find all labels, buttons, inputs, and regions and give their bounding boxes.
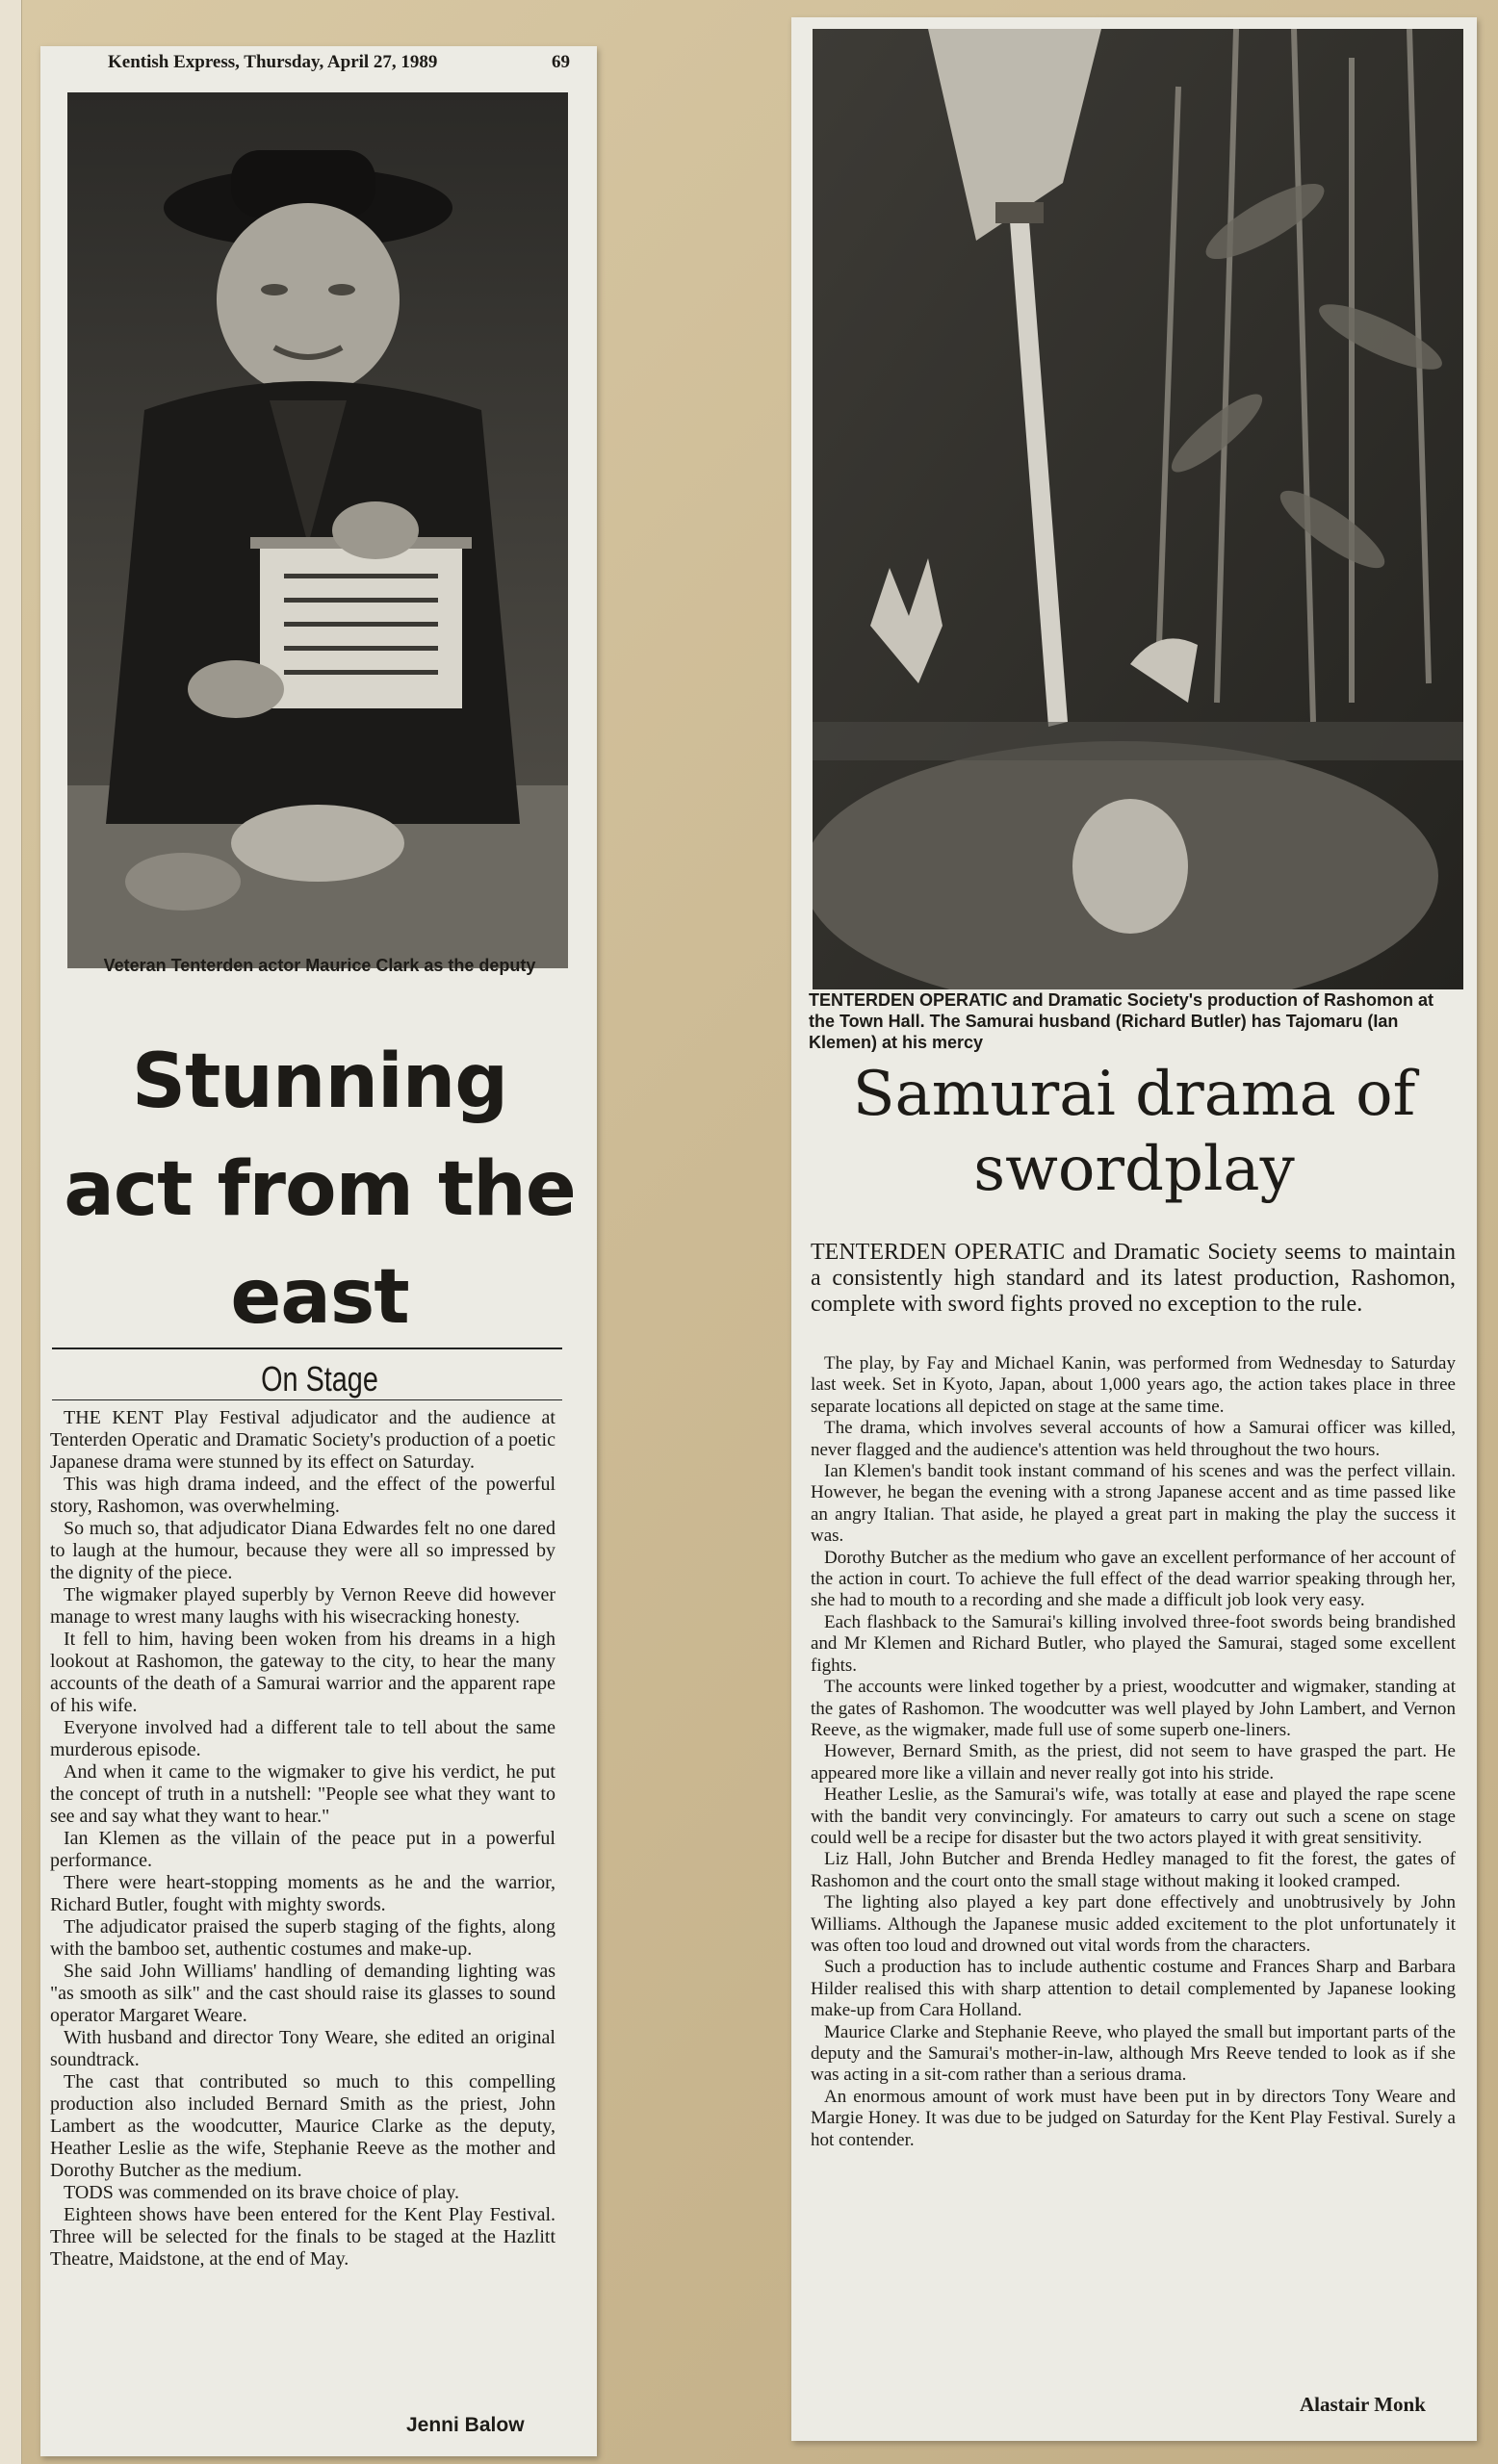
right-newspaper-clipping — [791, 17, 1477, 2441]
divider — [52, 1399, 562, 1400]
lead-paragraph: TENTERDEN OPERATIC and Dramatic Society seems to maintain a consistently high standard and its latest production, Rashomon, complete with sword fights proved no exception to the rule. — [811, 1240, 1456, 1317]
paragraph: Liz Hall, John Butcher and Brenda Hedley managed to fit the forest, the gates of Rashomon and the court onto the small stage without making it looked cramped. — [811, 1849, 1456, 1891]
paragraph: Maurice Clarke and Stephanie Reeve, who played the small but important parts of the deputy and the Samurai's mother-in-law, although Mrs Reeve tended to look as if she was acting in a sit-com rather than a serious drama. — [811, 2021, 1456, 2086]
headline: Samurai drama of swordplay — [852, 1059, 1416, 1205]
paragraph: She said John Williams' handling of demanding lighting was "as smooth as silk" and the cast should raise its glasses to sound operator Margaret Weare. — [50, 1961, 555, 2026]
stage-photo — [813, 29, 1463, 989]
paragraph: TODS was commended on its brave choice of play. — [64, 2182, 460, 2203]
paragraph: Heather Leslie, as the Samurai's wife, was totally at ease and played the rape scene with the bandit very convincingly. For amateurs to carry out such a scene on stage could well be a recipe for disaster but the two actors played it with great sensitivity. — [811, 1784, 1456, 1848]
paragraph: There were heart-stopping moments as he and the warrior, Richard Butler, fought with mighty swords. — [50, 1872, 555, 1915]
paragraph: The drama, which involves several accounts of how a Samurai officer was killed, never flagged and the audience's attention was held throughout the two hours. — [811, 1418, 1456, 1460]
paragraph: The lighting also played a key part done effectively and unobtrusively by John Williams. Although the Japanese music added excitement to the plot unfortunately it was often too loud and drowned out vital words from the characters. — [811, 1892, 1456, 1956]
section-kicker: On Stage — [261, 1359, 378, 1399]
paragraph: The wigmaker played superbly by Vernon Reeve did however manage to wrest many laughs with his wisecracking honesty. — [50, 1584, 555, 1628]
paragraph: With husband and director Tony Weare, she edited an original soundtrack. — [50, 2027, 555, 2070]
paragraph: The accounts were linked together by a priest, woodcutter and wigmaker, standing at the gates of Rashomon. The woodcutter was well played by John Lambert, and Vernon Reeve, as the wigmaker, made full use of some superb one-liners. — [811, 1677, 1456, 1740]
paragraph: THE KENT Play Festival adjudicator and the audience at Tenterden Operatic and Dramatic Society's production of a poetic Japanese drama were stunned by its effect on Saturday. — [50, 1407, 555, 1473]
actor-photo — [67, 92, 568, 968]
left-newspaper-clipping — [40, 46, 597, 2456]
paragraph: An enormous amount of work must have been put in by directors Tony Weare and Margie Honey. It was due to be judged on Saturday for the Kent Play Festival. Surely a hot contender. — [811, 2086, 1456, 2150]
paragraph: And when it came to the wigmaker to give his verdict, he put the concept of truth in a nutshell: "People see what they want to see and say what they want to hear." — [50, 1761, 555, 1827]
article-body — [811, 1353, 1456, 2151]
paragraph: Ian Klemen's bandit took instant command of his scenes and was the perfect villain. However, he began the evening with a strong Japanese accent and as time passed like an angry Italian. That aside, he played a great part in making the play the success it was. — [811, 1461, 1456, 1547]
page-edge — [0, 0, 22, 2464]
paragraph: Eighteen shows have been entered for the Kent Play Festival. Three will be selected for the finals to be staged at the Hazlitt Theatre, Maidstone, at the end of May. — [50, 2204, 555, 2270]
paragraph: Ian Klemen as the villain of the peace put in a powerful performance. — [50, 1828, 555, 1871]
paragraph: The cast that contributed so much to this compelling production also included Bernard Smith as the priest, John Lambert as the woodcutter, Maurice Clarke as the deputy, Heather Leslie as the wife, Stephanie Reeve as the mother and Dorothy Butcher as the medium. — [50, 2071, 555, 2181]
page-number: 69 — [552, 52, 570, 72]
paragraph: Dorothy Butcher as the medium who gave an excellent performance of her account of the action in court. To achieve the full effect of the dead warrior speaking through her, she had to mouth to a recording and she made a difficult job look very easy. — [811, 1547, 1456, 1611]
paragraph: This was high drama indeed, and the effect of the powerful story, Rashomon, was overwhelming. — [50, 1474, 555, 1517]
paragraph: Such a production has to include authentic costume and Frances Sharp and Barbara Hilder realised this with sharp attention to detail complemented by Japanese looking make-up from Cara Holland. — [811, 1957, 1456, 2021]
paragraph: The play, by Fay and Michael Kanin, was performed from Wednesday to Saturday last week. Set in Kyoto, Japan, about 1,000 years ago, the action takes place in three separate locations all depicted on stage at the same time. — [811, 1353, 1456, 1417]
actor-photo-image — [67, 92, 568, 968]
paragraph: Everyone involved had a different tale to tell about the same murderous episode. — [50, 1717, 555, 1760]
photo-caption: Veteran Tenterden actor Maurice Clark as the deputy — [103, 956, 536, 975]
paragraph: The adjudicator praised the superb staging of the fights, along with the bamboo set, authentic costumes and make-up. — [50, 1916, 555, 1960]
article-body — [50, 1407, 555, 2271]
headline: Stunning act from the east — [64, 1039, 576, 1341]
photo-caption: TENTERDEN OPERATIC and Dramatic Society's production of Rashomon at the Town Hall. The Samurai husband (Richard Butler) has Tajomaru (Ian Klemen) at his mercy — [809, 990, 1434, 1052]
masthead — [108, 52, 570, 73]
masthead-text: Kentish Express, Thursday, April 27, 1989 — [108, 52, 438, 72]
byline: Jenni Balow — [406, 2414, 525, 2436]
byline: Alastair Monk — [1300, 2393, 1426, 2416]
stage-photo-image — [813, 29, 1463, 989]
paragraph: Each flashback to the Samurai's killing involved three-foot swords being brandished and Mr Klemen and Richard Butler, who played the Samurai, staged some excellent fights. — [811, 1611, 1456, 1676]
paragraph: It fell to him, having been woken from his dreams in a high lookout at Rashomon, the gateway to the city, to hear the many accounts of the death of a Samurai warrior and the apparent rape of his wife. — [50, 1629, 555, 1716]
divider — [52, 1348, 562, 1349]
paragraph: However, Bernard Smith, as the priest, did not seem to have grasped the part. He appeared more like a villain and never really got into his stride. — [811, 1741, 1456, 1784]
paragraph: So much so, that adjudicator Diana Edwardes felt no one dared to laugh at the humour, because they were all so impressed by the dignity of the piece. — [50, 1518, 555, 1583]
